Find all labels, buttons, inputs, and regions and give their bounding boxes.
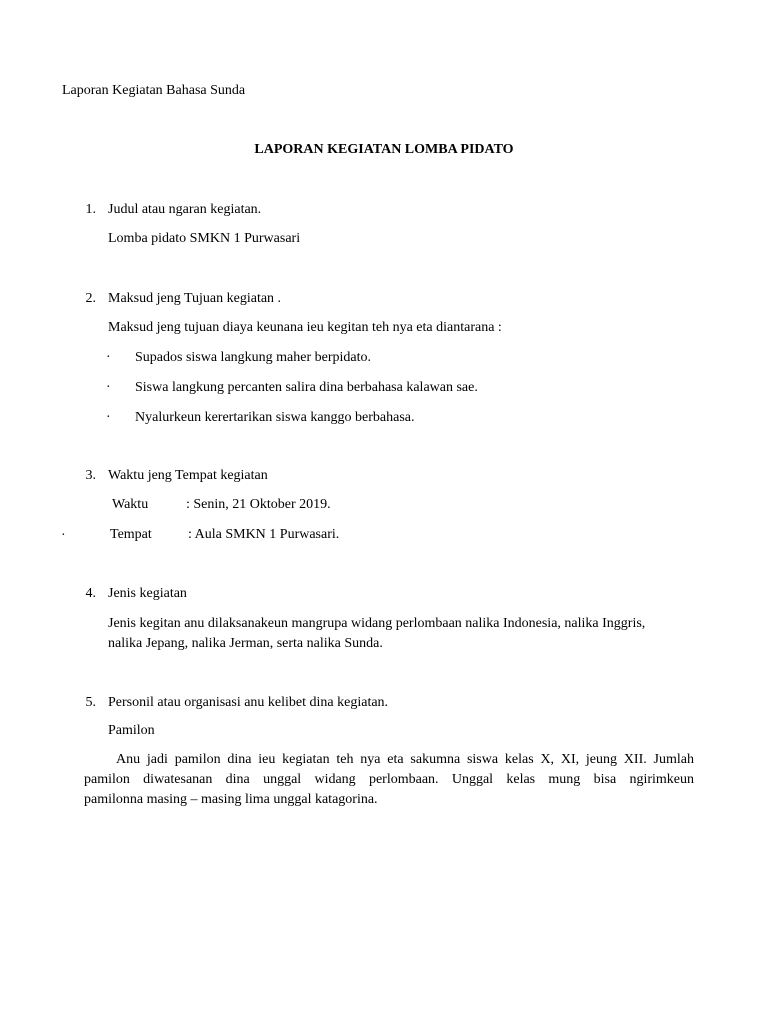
body-line: nalika Jepang, nalika Jerman, serta nalika Sunda. (108, 636, 383, 651)
document-header: Laporan Kegiatan Bahasa Sunda (62, 83, 246, 98)
section-number: 1. (85, 202, 96, 217)
section-number: 5. (85, 695, 96, 710)
section-heading: Waktu jeng Tempat kegiatan (108, 468, 268, 483)
detail-value-tempat: : Aula SMKN 1 Purwasari. (188, 527, 340, 542)
bullet-dot: · (61, 528, 66, 543)
section-body (108, 614, 698, 654)
section-number: 4. (85, 586, 96, 601)
section-body: Lomba pidato SMKN 1 Purwasari (108, 231, 301, 246)
section-body (84, 750, 694, 810)
body-line: Jenis kegitan anu dilaksanakeun mangrupa widang perlombaan nalika Indonesia, nalika Inggris, (108, 616, 646, 631)
bullet-dot: · (106, 380, 111, 395)
bullet-dot: · (106, 350, 111, 365)
body-line: pamilon diwatesanan dina unggal widang perlombaan. Unggal kelas mung bisa ngirimkeun (84, 772, 694, 787)
body-line: pamilonna masing – masing lima unggal katagorina. (84, 792, 378, 807)
bullet-dot: · (106, 410, 111, 425)
detail-label-tempat: Tempat (110, 527, 152, 542)
detail-value-waktu: : Senin, 21 Oktober 2019. (186, 497, 331, 512)
section-heading: Jenis kegiatan (108, 586, 187, 601)
bullet-item: Supados siswa langkung maher berpidato. (135, 350, 372, 365)
section-number: 2. (85, 291, 96, 306)
bullet-item: Nyalurkeun kerertarikan siswa kanggo berbahasa. (135, 410, 415, 425)
document-title: LAPORAN KEGIATAN LOMBA PIDATO (254, 142, 514, 157)
section-heading: Judul atau ngaran kegiatan. (108, 202, 262, 217)
section-subheading: Pamilon (108, 723, 155, 738)
bullet-item: Siswa langkung percanten salira dina berbahasa kalawan sae. (135, 380, 478, 395)
section-heading: Personil atau organisasi anu kelibet dina kegiatan. (108, 695, 389, 710)
section-intro: Maksud jeng tujuan diaya keunana ieu kegitan teh nya eta diantarana : (108, 320, 502, 335)
detail-label-waktu: Waktu (112, 497, 149, 512)
body-line: Anu jadi pamilon dina ieu kegiatan teh nya eta sakumna siswa kelas X, XI, jeung XII. Jumlah (116, 752, 694, 767)
section-heading: Maksud jeng Tujuan kegiatan . (108, 291, 282, 306)
section-number: 3. (85, 468, 96, 483)
